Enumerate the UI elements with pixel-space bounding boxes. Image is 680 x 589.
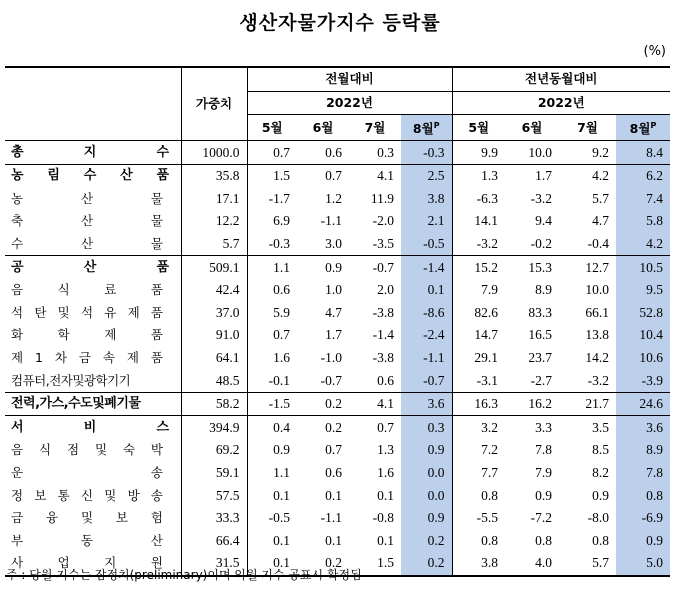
yoy-cell: 0.8	[535, 532, 552, 548]
month-header: 5월	[247, 115, 297, 141]
row-label: 서 비 스	[5, 416, 181, 439]
mom-cell: 0.1	[247, 552, 297, 576]
table-row	[5, 256, 670, 279]
mom-cell: 1.5	[247, 164, 297, 187]
yoy-cell: 52.8	[616, 302, 670, 325]
yoy-cell: 3.5	[559, 416, 616, 439]
yoy-cell: 1.3	[452, 164, 505, 187]
mom-cell: 0.2	[297, 416, 349, 439]
mom-cell: 1.6	[247, 347, 297, 370]
mom-cell: 6.9	[247, 210, 297, 233]
yoy-cell: 7.2	[452, 439, 505, 462]
month-header-prelim: 8월$^P$	[401, 115, 452, 141]
yoy-cell: 10.4	[616, 324, 670, 347]
yoy-cell: 4.2	[616, 233, 670, 256]
mom-cell: -1.5	[247, 392, 297, 416]
yoy-cell: 15.2	[452, 256, 505, 279]
yoy-cell: -5.5	[452, 507, 505, 530]
yoy-cell: -8.0	[587, 510, 609, 526]
yoy-cell: 0.9	[535, 487, 552, 503]
table-row	[5, 462, 670, 485]
mom-cell: -1.0	[320, 349, 342, 365]
row-label: 음 식 점 및 숙 박	[11, 442, 163, 458]
table-row	[5, 279, 670, 302]
row-label: 사 업 지 원	[5, 552, 181, 576]
yoy-cell: 3.6	[616, 416, 670, 439]
table-row	[5, 507, 670, 530]
mom-cell: 0.4	[247, 416, 297, 439]
mom-cell: 0.9	[401, 507, 452, 530]
row-label: 농 림 수 산 품	[5, 164, 181, 187]
yoy-cell: 10.6	[616, 347, 670, 370]
month-header: 6월	[297, 115, 349, 141]
weight-cell: 58.2	[181, 392, 247, 416]
yoy-cell: 7.7	[452, 462, 505, 485]
yoy-cell: 4.0	[505, 552, 559, 576]
row-label: 운 송	[11, 464, 163, 480]
weight-cell: 48.5	[181, 369, 247, 392]
table-row	[5, 416, 670, 439]
table-row	[5, 188, 670, 211]
table-title: 생산자물가지수 등락률	[239, 12, 441, 34]
yoy-cell: 16.2	[505, 392, 559, 416]
row-label: 금 융 및 보 험	[11, 510, 163, 526]
mom-cell: 0.6	[247, 279, 297, 302]
yoy-year-header: 2022년	[452, 91, 670, 115]
mom-cell: 0.9	[297, 256, 349, 279]
weight-cell: 5.7	[181, 233, 247, 256]
mom-cell: -1.4	[372, 327, 394, 343]
weight-cell: 91.0	[181, 324, 247, 347]
yoy-cell: 6.2	[616, 164, 670, 187]
yoy-cell: 82.6	[452, 302, 505, 325]
yoy-cell: 3.8	[452, 552, 505, 576]
mom-cell: -8.6	[401, 302, 452, 325]
yoy-cell: 0.8	[452, 529, 505, 552]
row-label: 농 산 물	[11, 190, 163, 206]
yoy-cell: 0.9	[616, 529, 670, 552]
yoy-cell: -3.2	[587, 372, 609, 388]
mom-cell: 4.1	[349, 164, 401, 187]
mom-cell: -0.3	[401, 141, 452, 165]
row-label: 수 산 물	[11, 236, 163, 252]
yoy-cell: 0.8	[616, 484, 670, 507]
mom-cell: 2.5	[401, 164, 452, 187]
weight-cell: 17.1	[181, 188, 247, 211]
yoy-cell: 8.4	[616, 141, 670, 165]
weight-cell: 31.5	[181, 552, 247, 576]
yoy-cell: 7.9	[452, 279, 505, 302]
mom-cell: -3.8	[372, 304, 394, 320]
weight-cell: 37.0	[181, 302, 247, 325]
mom-cell: 3.0	[325, 236, 342, 252]
mom-cell: 0.9	[401, 439, 452, 462]
table-row	[5, 529, 670, 552]
mom-cell: 5.9	[247, 302, 297, 325]
header-row-group	[5, 67, 670, 91]
mom-cell: 3.8	[401, 188, 452, 211]
row-label: 부 동 산	[11, 532, 163, 548]
mom-cell: 0.1	[247, 484, 297, 507]
mom-cell: 1.0	[325, 282, 342, 298]
weight-cell: 69.2	[181, 439, 247, 462]
weight-cell: 12.2	[181, 210, 247, 233]
table-row	[5, 210, 670, 233]
yoy-cell: 9.9	[452, 141, 505, 165]
mom-cell: 0.6	[297, 141, 349, 165]
mom-cell: 1.6	[377, 464, 394, 480]
table-row	[5, 164, 670, 187]
yoy-cell: 7.8	[616, 462, 670, 485]
mom-cell: 0.3	[349, 141, 401, 165]
table-row	[5, 392, 670, 416]
yoy-cell: 0.9	[592, 487, 609, 503]
table-row	[5, 347, 670, 370]
yoy-cell: 12.7	[559, 256, 616, 279]
yoy-cell: -0.2	[530, 236, 552, 252]
mom-cell: 0.0	[401, 462, 452, 485]
mom-cell: -2.4	[401, 324, 452, 347]
mom-cell: -1.1	[320, 510, 342, 526]
weight-cell: 66.4	[181, 529, 247, 552]
mom-cell: 0.7	[247, 141, 297, 165]
mom-cell: 0.2	[297, 552, 349, 576]
mom-cell: 0.1	[325, 487, 342, 503]
mom-cell: -0.8	[372, 510, 394, 526]
yoy-cell: 4.7	[592, 213, 609, 229]
table-row	[5, 484, 670, 507]
yoy-cell: 9.2	[559, 141, 616, 165]
mom-cell: 4.7	[325, 304, 342, 320]
mom-cell: -0.7	[401, 369, 452, 392]
mom-cell: 0.7	[349, 416, 401, 439]
yoy-cell: 83.3	[528, 304, 552, 320]
mom-cell: 2.1	[401, 210, 452, 233]
yoy-cell: 14.7	[452, 324, 505, 347]
yoy-cell: 7.9	[535, 464, 552, 480]
yoy-cell: -2.7	[530, 372, 552, 388]
mom-group-header: 전월대비	[247, 67, 452, 91]
yoy-group-header: 전년동월대비	[452, 67, 670, 91]
mom-cell: 0.7	[325, 442, 342, 458]
table-row	[5, 369, 670, 392]
yoy-cell: -6.3	[452, 188, 505, 211]
yoy-cell: 15.3	[505, 256, 559, 279]
weight-cell: 57.5	[181, 484, 247, 507]
row-label: 공 산 품	[5, 256, 181, 279]
mom-cell: 0.7	[297, 164, 349, 187]
table-row	[5, 141, 670, 165]
mom-cell: 1.1	[247, 462, 297, 485]
mom-cell: -1.1	[401, 347, 452, 370]
yoy-cell: 10.5	[616, 256, 670, 279]
yoy-cell: 21.7	[559, 392, 616, 416]
yoy-cell: 8.9	[616, 439, 670, 462]
mom-cell: 0.1	[247, 529, 297, 552]
yoy-cell: 5.7	[592, 190, 609, 206]
yoy-cell: 16.3	[452, 392, 505, 416]
yoy-cell: -3.9	[616, 369, 670, 392]
weight-cell: 35.8	[181, 164, 247, 187]
yoy-cell: 8.2	[592, 464, 609, 480]
table-row	[5, 324, 670, 347]
mom-cell: 1.2	[325, 190, 342, 206]
weight-header: 가중치	[181, 67, 247, 141]
mom-cell: 0.2	[401, 529, 452, 552]
mom-cell: 1.1	[247, 256, 297, 279]
weight-cell: 1000.0	[181, 141, 247, 165]
yoy-cell: 23.7	[528, 349, 552, 365]
yoy-cell: 10.0	[505, 141, 559, 165]
mom-cell: -0.5	[401, 233, 452, 256]
mom-cell: -0.1	[247, 369, 297, 392]
mom-cell: 0.0	[401, 484, 452, 507]
yoy-cell: 3.3	[505, 416, 559, 439]
mom-cell: 0.2	[401, 552, 452, 576]
mom-cell: -2.0	[372, 213, 394, 229]
yoy-cell: 7.8	[535, 442, 552, 458]
mom-cell: -3.5	[372, 236, 394, 252]
table-row	[5, 233, 670, 256]
weight-cell: 42.4	[181, 279, 247, 302]
yoy-cell: 24.6	[616, 392, 670, 416]
weight-cell: 509.1	[181, 256, 247, 279]
month-header: 5월	[452, 115, 505, 141]
yoy-cell: 4.2	[559, 164, 616, 187]
yoy-cell: -3.1	[452, 369, 505, 392]
yoy-cell: 5.8	[616, 210, 670, 233]
mom-cell: 0.7	[247, 324, 297, 347]
mom-cell: 0.2	[297, 392, 349, 416]
month-header: 6월	[505, 115, 559, 141]
yoy-cell: -6.9	[616, 507, 670, 530]
month-header: 7월	[349, 115, 401, 141]
month-header-prelim: 8월$^P$	[616, 115, 670, 141]
mom-cell: 1.7	[325, 327, 342, 343]
yoy-cell: 5.7	[559, 552, 616, 576]
yoy-cell: 1.7	[505, 164, 559, 187]
yoy-cell: -0.4	[587, 236, 609, 252]
mom-cell: -1.4	[401, 256, 452, 279]
mom-cell: 0.1	[325, 532, 342, 548]
mom-cell: 0.1	[401, 279, 452, 302]
mom-cell: -1.1	[320, 213, 342, 229]
mom-cell: -0.5	[247, 507, 297, 530]
yoy-cell: 0.8	[592, 532, 609, 548]
row-label: 전력,가스,수도및폐기물	[5, 392, 181, 416]
mom-cell: 0.6	[377, 372, 394, 388]
mom-cell: -1.7	[247, 188, 297, 211]
row-label: 제 1 차 금 속 제 품	[11, 349, 163, 365]
yoy-cell: 9.5	[616, 279, 670, 302]
row-label: 정 보 통 신 및 방 송	[11, 487, 163, 503]
yoy-cell: 13.8	[585, 327, 609, 343]
mom-cell: 1.3	[377, 442, 394, 458]
mom-cell: 11.9	[370, 190, 394, 206]
weight-cell: 64.1	[181, 347, 247, 370]
row-label: 석 탄 및 석 유 제 품	[11, 304, 163, 320]
mom-cell: 0.1	[377, 532, 394, 548]
yoy-cell: 8.9	[535, 282, 552, 298]
mom-cell: 4.1	[349, 392, 401, 416]
yoy-cell: 0.8	[452, 484, 505, 507]
yoy-cell: 8.5	[592, 442, 609, 458]
mom-cell: 1.5	[349, 552, 401, 576]
mom-cell: 0.9	[247, 439, 297, 462]
yoy-cell: 16.5	[528, 327, 552, 343]
yoy-cell: 9.4	[535, 213, 552, 229]
mom-cell: 3.6	[401, 392, 452, 416]
mom-year-header: 2022년	[247, 91, 452, 115]
row-label: 총 지 수	[5, 141, 181, 165]
table-body	[5, 141, 670, 576]
mom-cell: 2.0	[377, 282, 394, 298]
table-row	[5, 302, 670, 325]
mom-cell: -0.3	[247, 233, 297, 256]
unit-label: (%)	[643, 44, 666, 59]
weight-cell: 394.9	[181, 416, 247, 439]
yoy-cell: -7.2	[530, 510, 552, 526]
mom-cell: 0.3	[401, 416, 452, 439]
yoy-cell: 14.2	[585, 349, 609, 365]
yoy-cell: -3.2	[530, 190, 552, 206]
yoy-cell: 10.0	[585, 282, 609, 298]
yoy-cell: 5.0	[616, 552, 670, 576]
yoy-cell: 3.2	[452, 416, 505, 439]
row-label: 컴퓨터,전자및광학기기	[11, 372, 131, 388]
mom-cell: -0.7	[320, 372, 342, 388]
yoy-cell: -3.2	[452, 233, 505, 256]
row-label: 축 산 물	[11, 213, 163, 229]
mom-cell: -0.7	[349, 256, 401, 279]
mom-cell: -3.8	[372, 349, 394, 365]
footnote: 주 : 당월 지수는 잠정치(preliminary)이며 익월 지수 공표시 확정됨	[6, 568, 362, 582]
row-label: 화 학 제 품	[11, 327, 163, 343]
yoy-cell: 66.1	[585, 304, 609, 320]
yoy-cell: 29.1	[452, 347, 505, 370]
table-row	[5, 439, 670, 462]
mom-cell: 0.1	[377, 487, 394, 503]
weight-cell: 33.3	[181, 507, 247, 530]
yoy-cell: 14.1	[452, 210, 505, 233]
mom-cell: 0.6	[325, 464, 342, 480]
weight-cell: 59.1	[181, 462, 247, 485]
row-label: 음 식 료 품	[11, 282, 163, 298]
month-header: 7월	[559, 115, 616, 141]
yoy-cell: 7.4	[616, 188, 670, 211]
ppi-table	[5, 66, 670, 577]
